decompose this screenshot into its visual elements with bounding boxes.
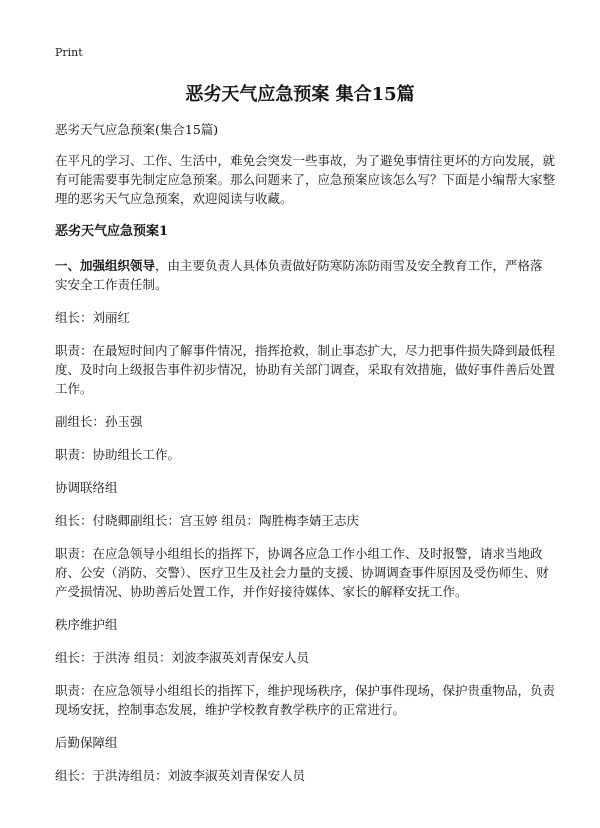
coordination-members: 组长：付晓卿副组长：宫玉婷 组员：陶胜梅李婧王志庆 <box>55 513 359 528</box>
group-order: 秩序维护组 <box>55 617 118 632</box>
logistics-members: 组长：于洪涛组员：刘波李淑英刘青保安人员 <box>55 768 306 783</box>
item-1-text: ，由主要负责人具体负责做好防寒防冻防雨雪及安全教育工作，严格落实安全工作责任制。 <box>55 258 543 292</box>
coordination-duty: 职责：在应急领导小组组长的指挥下，协调各应急工作小组工作、及时报警，请求当地政府、公安（消防、交警）、医疗卫生及社会力量的支援、协调调查事件原因及受伤师生、财产受损情况、协助善后处置工作，并作好接待媒体、家长的解释安抚工作。 <box>55 546 549 599</box>
item-1-paragraph <box>55 256 555 294</box>
leader-line: 组长：刘丽红 <box>55 310 131 325</box>
deputy-line: 副组长：孙玉强 <box>55 414 143 429</box>
section-heading: 恶劣天气应急预案1 <box>55 224 169 239</box>
order-members: 组长：于洪涛 组员：刘波李淑英刘青保安人员 <box>55 650 309 665</box>
document-body <box>55 120 555 799</box>
print-label: Print <box>55 46 83 59</box>
leader-duty: 职责：在最短时间内了解事件情况，指挥抢救，制止事态扩大，尽力把事件损失降到最低程度、及时向上级报告事件初步情况，协助有关部门调查，采取有效措施，做好事件善后处置工作。 <box>55 343 556 396</box>
item-1-lead: 一、加强组织领导 <box>55 258 156 273</box>
deputy-duty: 职责：协助组长工作。 <box>55 447 181 462</box>
group-logistics: 后勤保障组 <box>55 735 118 750</box>
document-title: 恶劣天气应急预案 集合15篇 <box>185 84 415 105</box>
document-subtitle: 恶劣天气应急预案(集合15篇) <box>55 122 219 137</box>
order-duty: 职责：在应急领导小组组长的指挥下，维护现场秩序，保护事件现场，保护贵重物品，负责现场安抚，控制事态发展，维护学校教育教学秩序的正常进行。 <box>55 683 556 717</box>
intro-paragraph: 在平凡的学习、工作、生活中，难免会突发一些事故，为了避免事情往更坏的方向发展，就有可能需要事先制定应急预案。那么问题来了，应急预案应该怎么写？下面是小编帮大家整理的恶劣天气应急预案，欢迎阅读与收藏。 <box>55 153 556 206</box>
group-coordination: 协调联络组 <box>55 480 118 495</box>
